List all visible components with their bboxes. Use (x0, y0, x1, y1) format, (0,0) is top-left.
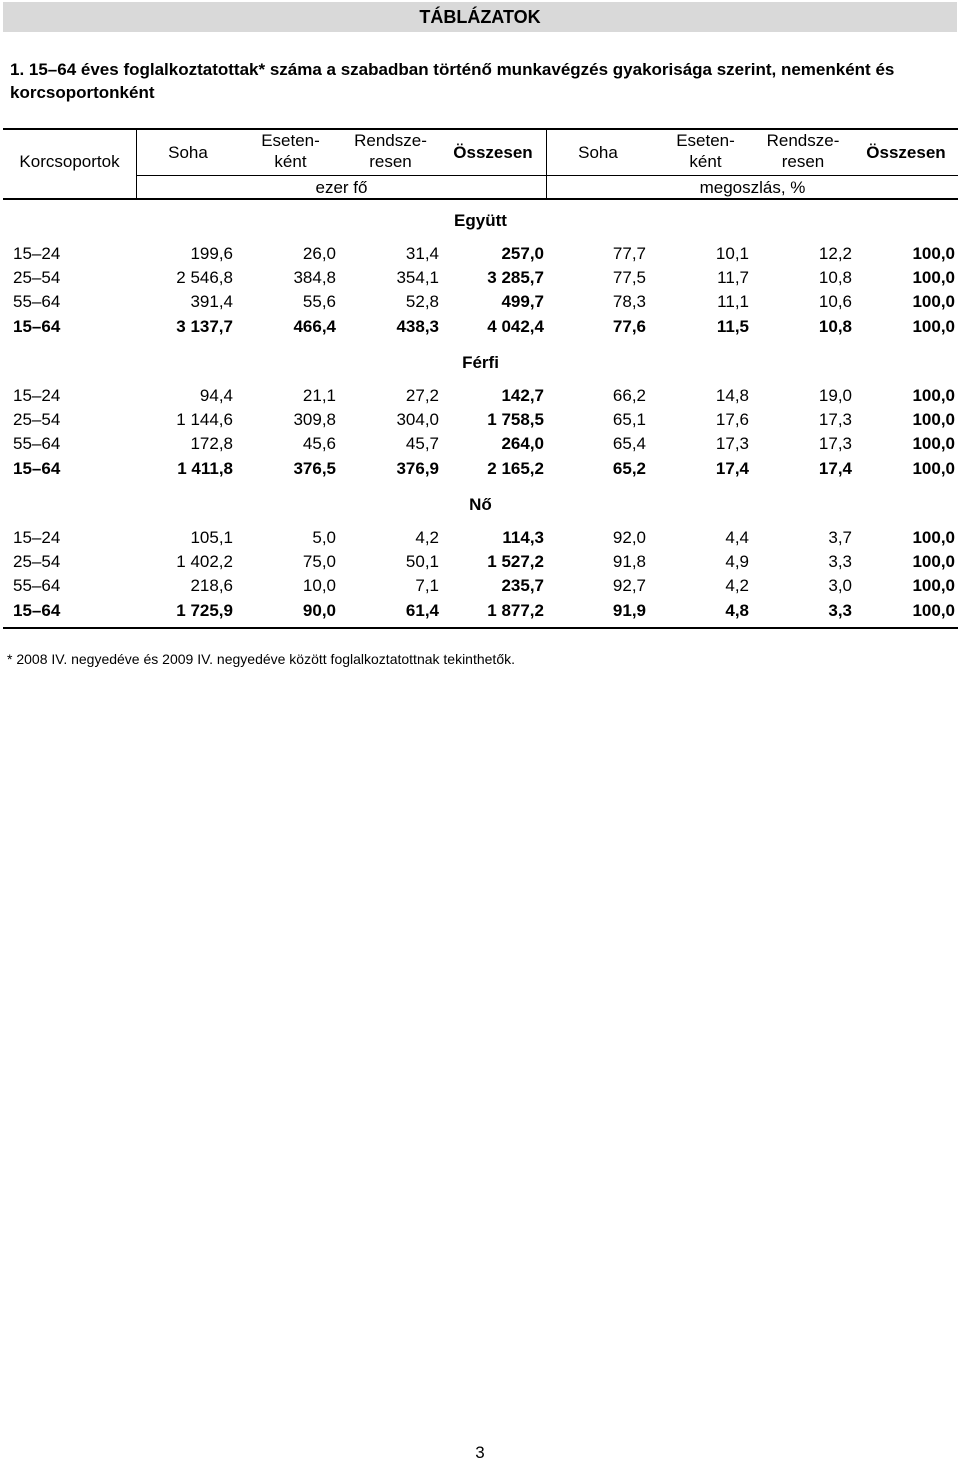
table-row (3, 599, 958, 623)
row-label: 25–54 (13, 410, 61, 429)
row-label: 15–64 (13, 459, 61, 478)
unit-rule (136, 175, 958, 176)
table-cell: 105,1 (190, 528, 233, 547)
table-cell: 26,0 (302, 244, 336, 263)
table-cell: 11,5 (716, 317, 749, 336)
table-cell: 3 285,7 (487, 268, 544, 287)
table-cell: 10,8 (818, 268, 852, 287)
table-cell: 354,1 (396, 268, 439, 287)
table-cell: 100,0 (912, 268, 955, 287)
table-cell: 264,0 (501, 434, 544, 453)
table-cell: 4,8 (725, 601, 749, 620)
header-bottom-rule (3, 198, 958, 200)
table-cell: 4,2 (415, 528, 439, 547)
row-label: 15–64 (13, 317, 61, 336)
col-header-rendszeresen-pct (753, 130, 853, 172)
table-cell: 100,0 (912, 459, 955, 478)
table-row (3, 432, 958, 456)
col-header-esetenkent (243, 130, 338, 172)
table-cell: 4,9 (725, 552, 749, 571)
table-cell: 100,0 (912, 244, 955, 263)
table-cell: 4,2 (725, 576, 749, 595)
section-heading: Férfi (462, 353, 499, 372)
table-cell: 304,0 (396, 410, 439, 429)
table-cell: 19,0 (818, 386, 852, 405)
table-cell: 3,3 (828, 552, 852, 571)
table-cell: 4 042,4 (487, 317, 544, 336)
table-row (3, 526, 958, 550)
table-row (3, 384, 958, 408)
col-header-rendszeresen-pct-line2: resen (781, 152, 825, 171)
section-banner: TÁBLÁZATOK (3, 2, 957, 32)
row-label: 55–64 (13, 576, 61, 595)
table-cell: 199,6 (190, 244, 233, 263)
table-cell: 92,7 (612, 576, 646, 595)
table-cell: 91,8 (612, 552, 646, 571)
table-cell: 1 725,9 (176, 601, 233, 620)
table-cell: 2 165,2 (487, 459, 544, 478)
row-label: 55–64 (13, 292, 61, 311)
footnote: * 2008 IV. negyedéve és 2009 IV. negyedéve között foglalkoztatottnak tekinthetők. (7, 651, 515, 667)
table-cell: 52,8 (405, 292, 439, 311)
table-cell: 3,3 (828, 601, 852, 620)
table-cell: 11,7 (717, 268, 749, 287)
table-cell: 65,1 (612, 410, 646, 429)
table-cell: 142,7 (501, 386, 544, 405)
table-cell: 257,0 (501, 244, 544, 263)
table-cell: 77,6 (612, 317, 646, 336)
table-cell: 17,6 (715, 410, 749, 429)
table-cell: 65,2 (612, 459, 646, 478)
table-cell: 114,3 (502, 528, 544, 547)
table-cell: 1 877,2 (487, 601, 544, 620)
row-label: 15–24 (13, 528, 61, 547)
table-cell: 7,1 (415, 576, 439, 595)
table-cell: 376,9 (396, 459, 439, 478)
col-header-esetenkent-line2: ként (274, 152, 307, 171)
table-row (3, 457, 958, 481)
table-row (3, 574, 958, 598)
table-cell: 466,4 (293, 317, 336, 336)
col-header-soha-pct: Soha (578, 143, 618, 162)
table-cell: 1 411,8 (177, 459, 233, 478)
col-header-osszesen: Összesen (453, 143, 533, 162)
table-cell: 10,6 (818, 292, 852, 311)
table-cell: 45,7 (405, 434, 439, 453)
table-cell: 11,1 (717, 292, 749, 311)
table-cell: 100,0 (912, 410, 955, 429)
table-cell: 3,0 (828, 576, 852, 595)
table-cell: 50,1 (405, 552, 439, 571)
table-bottom-rule (3, 627, 958, 629)
col-header-rendszeresen-pct-line1: Rendsze- (766, 131, 840, 150)
table-cell: 17,4 (715, 459, 749, 478)
table-cell: 309,8 (293, 410, 336, 429)
table-cell: 17,4 (818, 459, 852, 478)
table-cell: 218,6 (190, 576, 233, 595)
row-label: 15–24 (13, 244, 61, 263)
table-cell: 384,8 (293, 268, 336, 287)
row-label: 55–64 (13, 434, 61, 453)
table-cell: 1 527,2 (487, 552, 544, 571)
table-cell: 100,0 (912, 552, 955, 571)
table-row (3, 408, 958, 432)
table-cell: 100,0 (912, 317, 955, 336)
table-cell: 92,0 (612, 528, 646, 547)
col-header-rendszeresen (343, 130, 438, 172)
table-cell: 4,4 (725, 528, 749, 547)
table-cell: 100,0 (912, 386, 955, 405)
section-heading: Nő (469, 495, 492, 514)
table-cell: 12,2 (818, 244, 852, 263)
page-number: 3 (475, 1443, 485, 1462)
table-cell: 235,7 (501, 576, 544, 595)
col-header-rendszeresen-line1: Rendsze- (354, 131, 427, 150)
row-label: 25–54 (13, 552, 61, 571)
table-cell: 10,1 (715, 244, 749, 263)
table-row (3, 315, 958, 339)
table-cell: 17,3 (715, 434, 749, 453)
table-cell: 21,1 (302, 386, 336, 405)
table-cell: 499,7 (501, 292, 544, 311)
table-cell: 61,4 (405, 601, 439, 620)
table-cell: 1 144,6 (176, 410, 233, 429)
table-cell: 31,4 (405, 244, 439, 263)
row-label: 15–64 (13, 601, 61, 620)
unit-label-count: ezer fő (315, 178, 368, 197)
unit-label-percent: megoszlás, % (699, 178, 806, 197)
table-row (3, 242, 958, 266)
col-header-esetenkent-pct-line2: ként (689, 152, 722, 171)
table-cell: 77,7 (612, 244, 646, 263)
table-cell: 1 758,5 (487, 410, 544, 429)
table-row (3, 550, 958, 574)
table-cell: 100,0 (912, 528, 955, 547)
table-cell: 100,0 (912, 434, 955, 453)
col-header-esetenkent-pct-line1: Eseten- (676, 131, 735, 150)
table-cell: 100,0 (912, 576, 955, 595)
table-cell: 5,0 (312, 528, 336, 547)
table-cell: 55,6 (302, 292, 336, 311)
table-cell: 172,8 (190, 434, 233, 453)
table-cell: 3,7 (828, 528, 852, 547)
table-cell: 78,3 (612, 292, 646, 311)
table-cell: 391,4 (190, 292, 233, 311)
row-label: 15–24 (13, 386, 61, 405)
col-header-osszesen-pct: Összesen (866, 143, 946, 162)
table-cell: 94,4 (199, 386, 233, 405)
table-cell: 10,8 (818, 317, 852, 336)
table-cell: 77,5 (612, 268, 646, 287)
table-cell: 438,3 (396, 317, 439, 336)
table-cell: 75,0 (302, 552, 336, 571)
table-cell: 1 402,2 (176, 552, 233, 571)
row-label: 25–54 (13, 268, 61, 287)
col-header-soha: Soha (168, 143, 208, 162)
col-header-rendszeresen-line2: resen (369, 152, 412, 171)
table-cell: 17,3 (818, 410, 852, 429)
table-cell: 27,2 (405, 386, 439, 405)
table-cell: 2 546,8 (176, 268, 233, 287)
col-header-korcsoportok: Korcsoportok (19, 152, 120, 171)
table-row (3, 266, 958, 290)
table-cell: 90,0 (302, 601, 336, 620)
table-cell: 100,0 (912, 601, 955, 620)
table-cell: 66,2 (612, 386, 646, 405)
table-cell: 10,0 (302, 576, 336, 595)
table-cell: 100,0 (912, 292, 955, 311)
table-title: 1. 15–64 éves foglalkoztatottak* száma a szabadban történő munkavégzés gyakorisága szerint, nemenként és korcsoportonként (10, 60, 895, 102)
table-cell: 91,9 (612, 601, 646, 620)
section-heading: Együtt (454, 211, 507, 230)
table-row (3, 290, 958, 314)
table-cell: 45,6 (302, 434, 336, 453)
table-cell: 17,3 (818, 434, 852, 453)
col-header-esetenkent-pct (658, 130, 753, 172)
table-cell: 3 137,7 (176, 317, 233, 336)
table-cell: 65,4 (612, 434, 646, 453)
table-cell: 376,5 (293, 459, 336, 478)
table-cell: 14,8 (715, 386, 749, 405)
col-header-esetenkent-line1: Eseten- (261, 131, 320, 150)
